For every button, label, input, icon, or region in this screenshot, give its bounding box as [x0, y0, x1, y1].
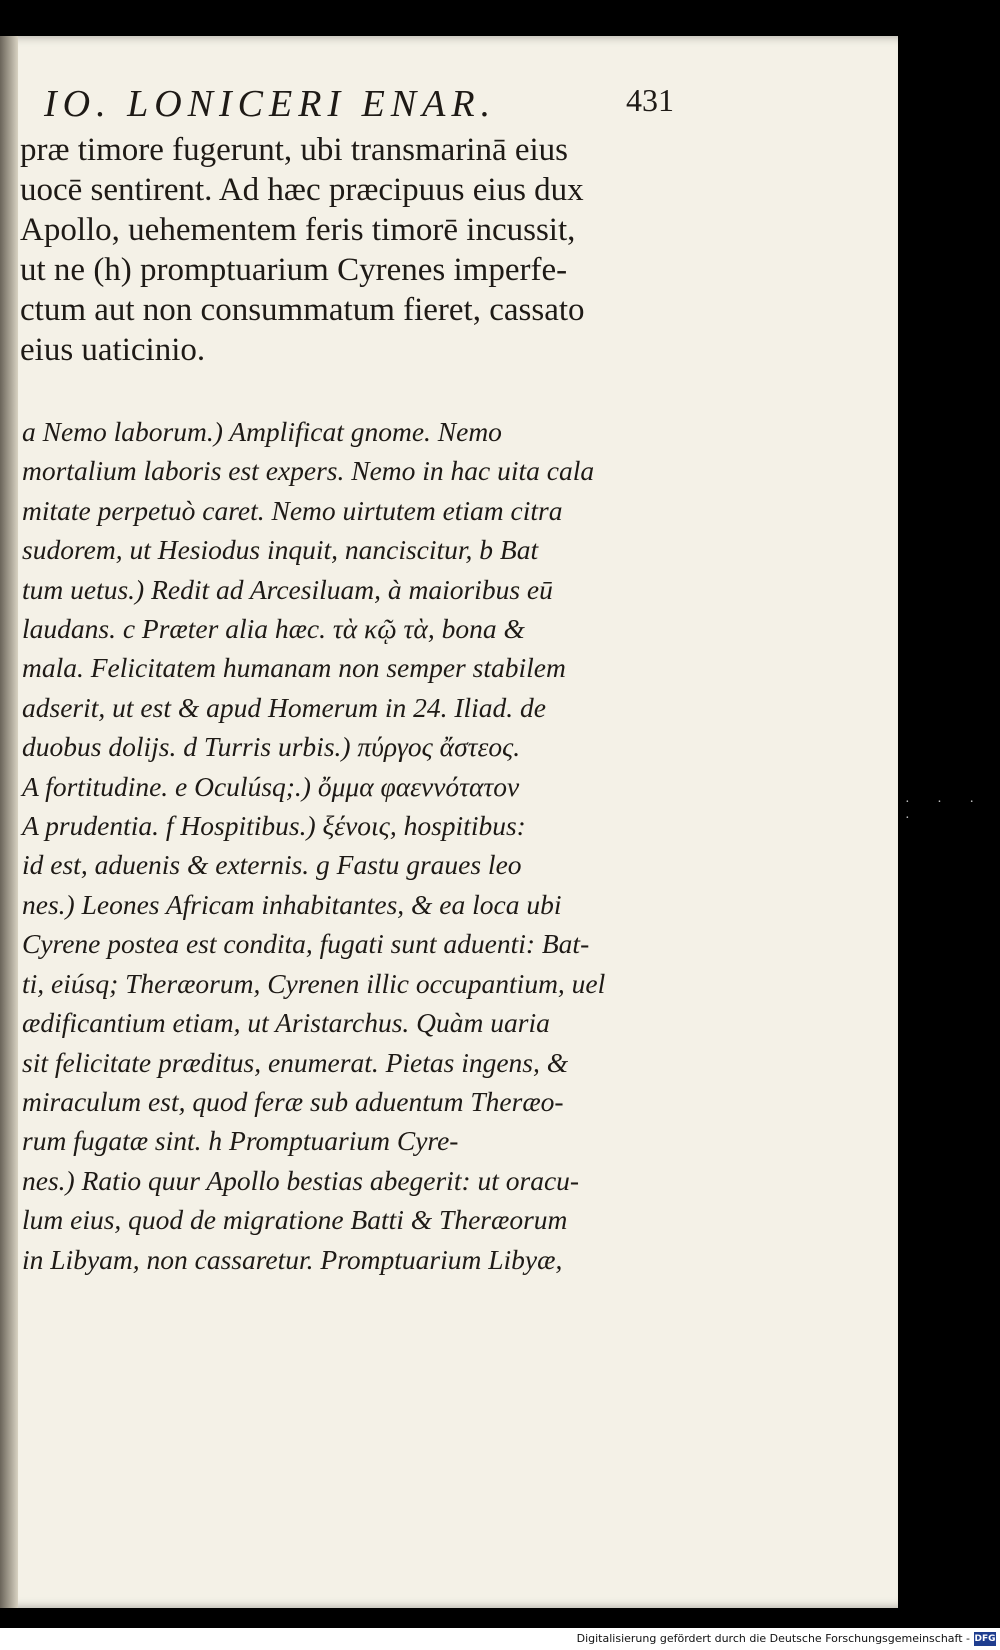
- background-specks: · · · ·: [905, 795, 986, 826]
- note-line: Cyrene postea est condita, fugati sunt aduenti: Bat-: [22, 928, 590, 960]
- text-line: ut ne (h) promptuarium Cyrenes imperfe-: [20, 252, 568, 288]
- note-line: in Libyam, non cassaretur. Promptuarium Libyæ,: [22, 1243, 563, 1275]
- note-line: duobus dolijs. d Turris urbis.) πύργος ἄστεος.: [22, 731, 521, 763]
- note-line: nes.) Ratio quur Apollo bestias abegerit: ut oracu-: [22, 1164, 580, 1196]
- text-line: præ timore fugerunt, ubi transmarinā eius: [20, 132, 569, 168]
- note-line: mortalium laboris est expers. Nemo in hac uita cala: [22, 455, 595, 487]
- note-line: sit felicitate præditus, enumerat. Pietas ingens, &: [22, 1046, 569, 1078]
- commentary-notes: [22, 412, 690, 1279]
- note-line: mala. Felicitatem humanam non semper stabilem: [22, 652, 566, 684]
- note-line: miraculum est, quod feræ sub aduentum Theræo-: [22, 1085, 564, 1117]
- main-text: [20, 130, 680, 370]
- note-line: mitate perpetuò caret. Nemo uirtutem etiam citra: [22, 494, 563, 526]
- text-line: eius uaticinio.: [20, 332, 206, 368]
- note-line: A prudentia. f Hospitibus.) ξένοις, hospitibus:: [22, 810, 526, 842]
- page-edge: [0, 36, 18, 1608]
- text-line: uocē sentirent. Ad hæc præcipuus eius dux: [20, 172, 584, 208]
- dfg-logo: DFG: [974, 1634, 996, 1644]
- page-number: 431: [626, 82, 674, 118]
- note-line: id est, aduenis & externis. g Fastu graues leo: [22, 849, 522, 881]
- note-line: ti, eiúsq; Theræorum, Cyrenen illic occupantium, uel: [22, 967, 606, 999]
- note-line: rum fugatæ sint. h Promptuarium Cyre-: [22, 1125, 459, 1157]
- running-header: [44, 82, 674, 126]
- running-title: IO. LONICERI ENAR.: [44, 83, 497, 125]
- text-line: ctum aut non consummatum fieret, cassato: [20, 292, 585, 328]
- note-line: adserit, ut est & apud Homerum in 24. Iliad. de: [22, 691, 546, 723]
- funding-credit: Digitalisierung gefördert durch die Deutsche Forschungsgemeinschaft -: [576, 1632, 970, 1645]
- note-line: sudorem, ut Hesiodus inquit, nanciscitur, b Bat: [22, 534, 539, 566]
- note-line: lum eius, quod de migratione Batti & Theræorum: [22, 1204, 568, 1236]
- text-line: Apollo, uehementem feris timorē incussit,: [20, 212, 576, 248]
- note-line: nes.) Leones Africam inhabitantes, & ea loca ubi: [22, 888, 562, 920]
- note-line: ædificantium etiam, ut Aristarchus. Quàm uaria: [22, 1007, 550, 1039]
- digitization-footer: [0, 1628, 1000, 1650]
- note-line: A fortitudine. e Oculúsq;.) ὄμμα φαεννότατον: [22, 770, 520, 802]
- note-line: a Nemo laborum.) Amplificat gnome. Nemo: [22, 416, 502, 447]
- note-line: tum uetus.) Redit ad Arcesiluam, à maioribus eū: [22, 573, 553, 605]
- note-line: laudans. c Præter alia hæc. τὰ κῷ τὰ, bona &: [22, 613, 525, 645]
